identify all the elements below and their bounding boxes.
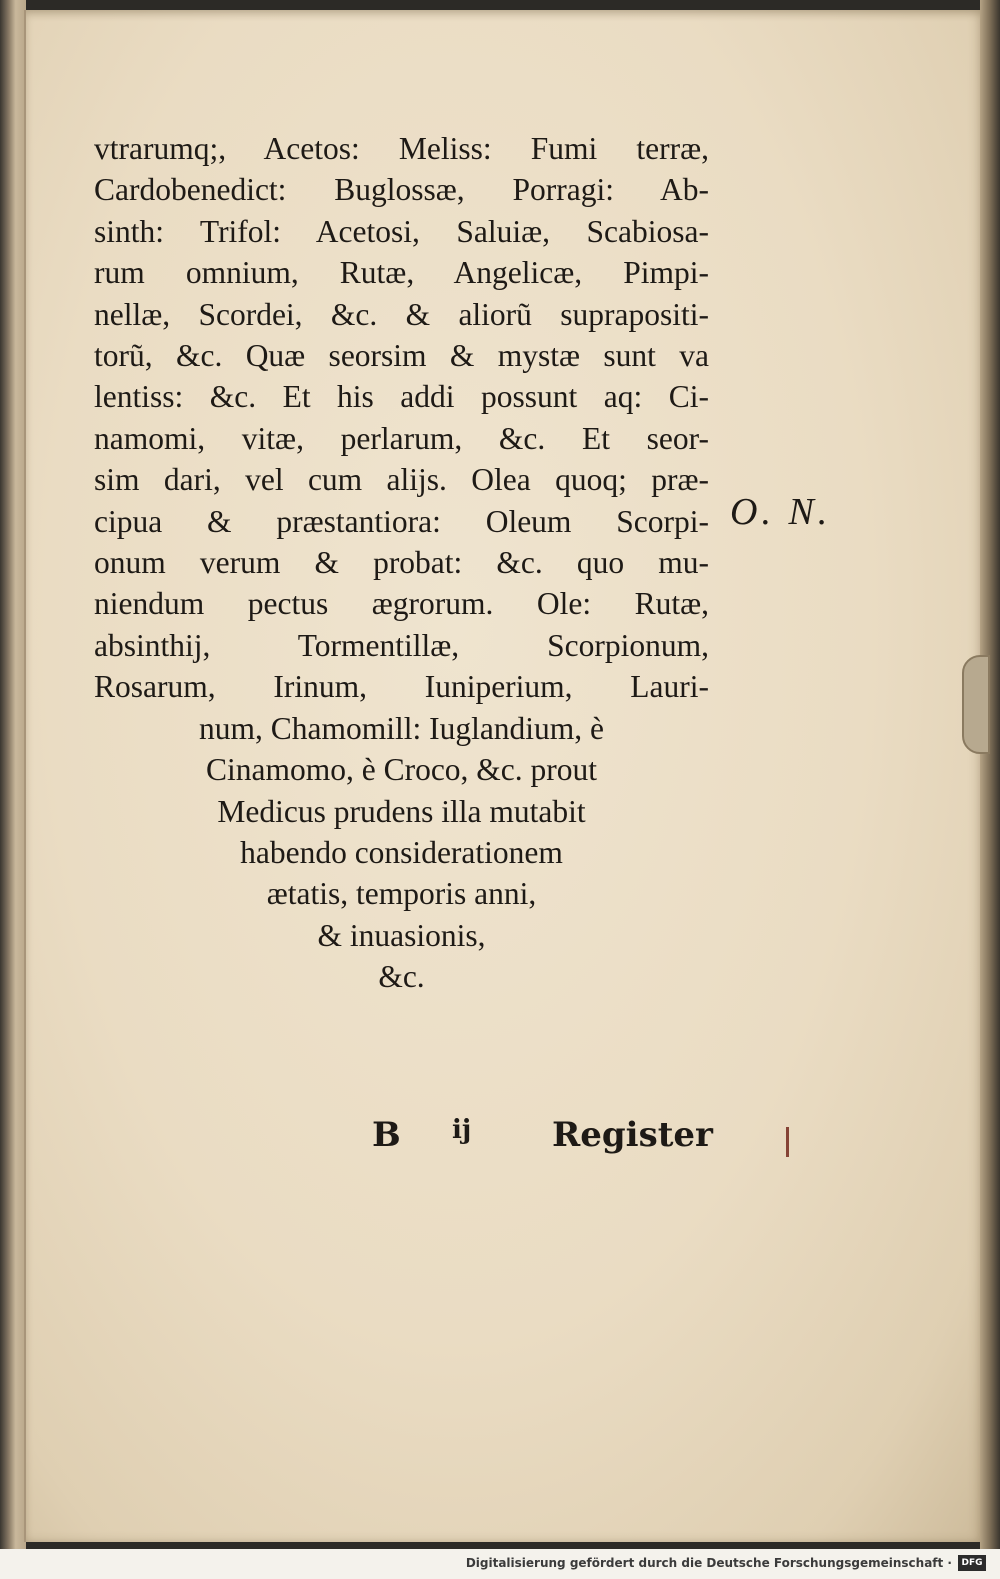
page-footer [372,1115,713,1165]
signature-mark: B [372,1115,401,1155]
catchword: Register [552,1115,713,1155]
text-line: Medicus prudens illa mutabit [217,793,586,829]
text-line: cipua & præstantiora: Oleum Scorpi- [94,503,709,539]
dfg-logo: DFG [958,1555,986,1571]
text-line: & inuasionis, [317,917,486,953]
text-line: torũ, &c. Quæ seorsim & mystæ sunt va [94,338,709,374]
text-line: rum omnium, Rutæ, Angelicæ, Pimpi- [94,255,709,291]
text-line: Cardobenedict: Buglossæ, Porragi: Ab- [94,172,709,208]
text-line: lentiss: &c. Et his addi possunt aq: Ci- [94,379,709,415]
book-spine-edge [0,0,26,1549]
text-line: absinthij, Tormentillæ, Scorpionum, [94,627,709,663]
text-line: niendum pectus ægrorum. Ole: Rutæ, [94,586,709,622]
folio-number: ij [452,1115,472,1145]
text-line: Cinamomo, è Croco, &c. prout [205,752,598,788]
text-line: habendo considerationem [240,834,563,870]
text-line: vtrarumq;, Acetos: Meliss: Fumi terræ, [94,131,709,166]
main-text-block [94,128,709,998]
text-line: sinth: Trifol: Acetosi, Saluiæ, Scabiosa- [94,213,709,249]
text-line: namomi, vitæ, perlarum, &c. Et seor- [94,420,709,456]
text-line: Rosarum, Irinum, Iuniperium, Lauri- [94,669,709,705]
text-line: sim dari, vel cum alijs. Olea quoq; præ- [94,462,709,498]
ink-tick-mark [786,1127,789,1157]
text-line: onum verum & probat: &c. quo mu- [94,545,709,581]
text-line: ætatis, temporis anni, [266,876,537,912]
funding-credit: Digitalisierung gefördert durch die Deutsche Forschungsgemeinschaft · [465,1556,952,1570]
text-line: &c. [378,959,425,995]
text-line: num, Chamomill: Iuglandium, è [198,710,605,746]
text-line: nellæ, Scordei, &c. & aliorũ suprapositi- [94,296,709,332]
page-turn-tab [962,655,990,754]
funding-footer-bar [0,1549,1000,1579]
page-fore-edge [980,0,1000,1549]
marginal-note: O. N. [730,491,832,533]
